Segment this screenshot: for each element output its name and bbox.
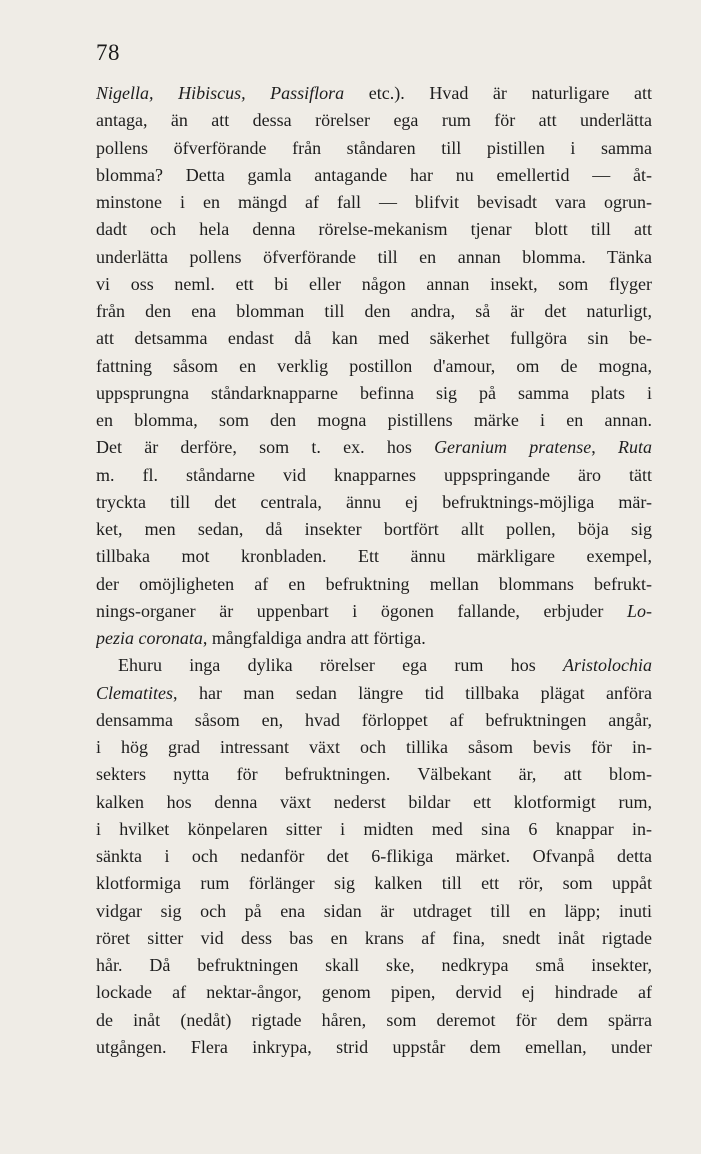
text-segment: i hög grad intressant växt och tillika såsom bevis för in- — [96, 737, 652, 757]
text-line — [96, 189, 652, 216]
text-line — [96, 870, 652, 897]
text-segment: sänkta i och nedanför det 6-flikiga märket. Ofvanpå detta — [96, 846, 652, 866]
text-segment: tryckta till det centrala, ännu ej befruktnings-möjliga mär- — [96, 491, 652, 512]
text-segment: sekters nytta för befruktningen. Välbekant är, att blom- — [96, 764, 652, 785]
text-segment: utgången. Flera inkrypa, strid uppstår dem emellan, under — [96, 1036, 652, 1057]
text-segment: underlätta pollens öfverförande till en annan blomma. Tänka — [96, 246, 652, 267]
body-text — [96, 80, 652, 1061]
text-segment: minstone i en mängd af fall — blifvit bevisadt vara ogrun- — [96, 192, 652, 212]
text-line — [96, 216, 652, 243]
text-segment: etc.). Hvad är naturligare att — [344, 83, 652, 103]
text-segment: att detsamma endast då kan med säkerhet fullgöra sin be- — [96, 328, 652, 349]
text-line — [96, 462, 652, 489]
text-segment: antaga, än att dessa rörelser ega rum för att underlätta — [96, 110, 652, 131]
text-line — [96, 244, 652, 271]
text-segment: pollens öfverförande från ståndaren till pistillen i samma — [96, 137, 652, 158]
italic-text: Nigella, Hibiscus, Passiflora — [96, 83, 345, 103]
text-line — [96, 707, 652, 734]
text-line — [96, 843, 652, 870]
text-line — [96, 489, 652, 516]
italic-text: Aristolochia — [563, 655, 652, 676]
text-line — [96, 734, 652, 761]
text-line — [96, 434, 652, 461]
text-segment: klotformiga rum förlänger sig kalken till ett rör, som uppåt — [96, 873, 652, 894]
text-line — [96, 952, 652, 979]
text-segment: lockade af nektar-ångor, genom pipen, dervid ej hindrade af — [96, 982, 652, 1003]
text-line — [96, 162, 652, 189]
text-segment: , har man sedan längre tid tillbaka plägat anföra — [173, 682, 652, 703]
text-line — [96, 1034, 652, 1061]
text-segment: densamma såsom en, hvad förloppet af befruktningen angår, — [96, 709, 652, 730]
text-line — [96, 925, 652, 952]
text-segment: , mångfaldiga andra att förtiga. — [202, 628, 426, 648]
text-segment: de inåt (nedåt) rigtade håren, som deremot för dem spärra — [96, 1009, 652, 1030]
page-number: 78 — [96, 40, 120, 65]
text-line — [96, 571, 652, 598]
text-line — [96, 135, 652, 162]
text-line — [96, 107, 652, 134]
text-line — [96, 898, 652, 925]
text-segment: , — [591, 437, 619, 458]
text-line — [96, 652, 652, 679]
text-segment: dadt och hela denna rörelse-mekanism tjenar blott till att — [96, 219, 652, 240]
text-segment: tillbaka mot kronbladen. Ett ännu märkligare exempel, — [96, 546, 652, 567]
italic-text: Clematites — [96, 682, 173, 703]
text-line — [96, 979, 652, 1006]
text-line — [96, 516, 652, 543]
text-line — [96, 680, 652, 707]
text-segment: vi oss neml. ett bi eller någon annan insekt, som flyger — [96, 273, 652, 294]
text-segment: ket, men sedan, då insekter bortfört allt pollen, böja sig — [96, 519, 652, 539]
text-segment: der omöjligheten af en befruktning mellan blommans befrukt- — [96, 573, 652, 594]
text-segment: en blomma, som den mogna pistillens märke i en annan. — [96, 410, 652, 430]
italic-text: Lo- — [626, 600, 652, 621]
text-line — [96, 816, 652, 843]
text-segment: Ehuru inga dylika rörelser ega rum hos — [118, 655, 563, 676]
italic-text: Ruta — [618, 437, 652, 458]
text-segment: nings-organer är uppenbart i ögonen fallande, erbjuder — [96, 600, 627, 621]
text-line — [96, 789, 652, 816]
text-segment: i hvilket könpelaren sitter i midten med sina 6 knappar in- — [96, 818, 652, 839]
italic-text: pezia coronata — [96, 628, 203, 648]
text-segment: röret sitter vid dess bas en krans af fina, snedt inåt rigtade — [96, 927, 652, 948]
text-line — [96, 543, 652, 570]
text-line — [96, 298, 652, 325]
text-segment: hår. Då befruktningen skall ske, nedkrypa små insekter, — [96, 955, 652, 975]
text-segment: vidgar sig och på ena sidan är utdraget till en läpp; inuti — [96, 900, 652, 921]
text-segment: blomma? Detta gamla antagande har nu emellertid — åt- — [96, 164, 652, 185]
text-line — [96, 80, 652, 107]
text-segment: Det är derföre, som t. ex. hos — [96, 437, 435, 458]
text-segment: uppsprungna ståndarknapparne befinna sig på samma plats i — [96, 382, 652, 403]
text-line — [96, 407, 652, 434]
text-line — [96, 353, 652, 380]
text-segment: kalken hos denna växt nederst bildar ett klotformigt rum, — [96, 791, 652, 812]
text-segment: från den ena blomman till den andra, så är det naturligt, — [96, 301, 652, 321]
text-line — [96, 380, 652, 407]
text-segment: m. fl. ståndarne vid knapparnes uppspringande äro tätt — [96, 464, 652, 485]
text-line — [96, 1007, 652, 1034]
text-line — [96, 598, 652, 625]
italic-text: Geranium pratense — [434, 437, 592, 458]
text-segment: fattning såsom en verklig postillon d'amour, om de mogna, — [96, 355, 652, 376]
text-line — [96, 325, 652, 352]
text-line — [96, 761, 652, 788]
text-line — [96, 271, 652, 298]
text-line — [96, 625, 652, 652]
